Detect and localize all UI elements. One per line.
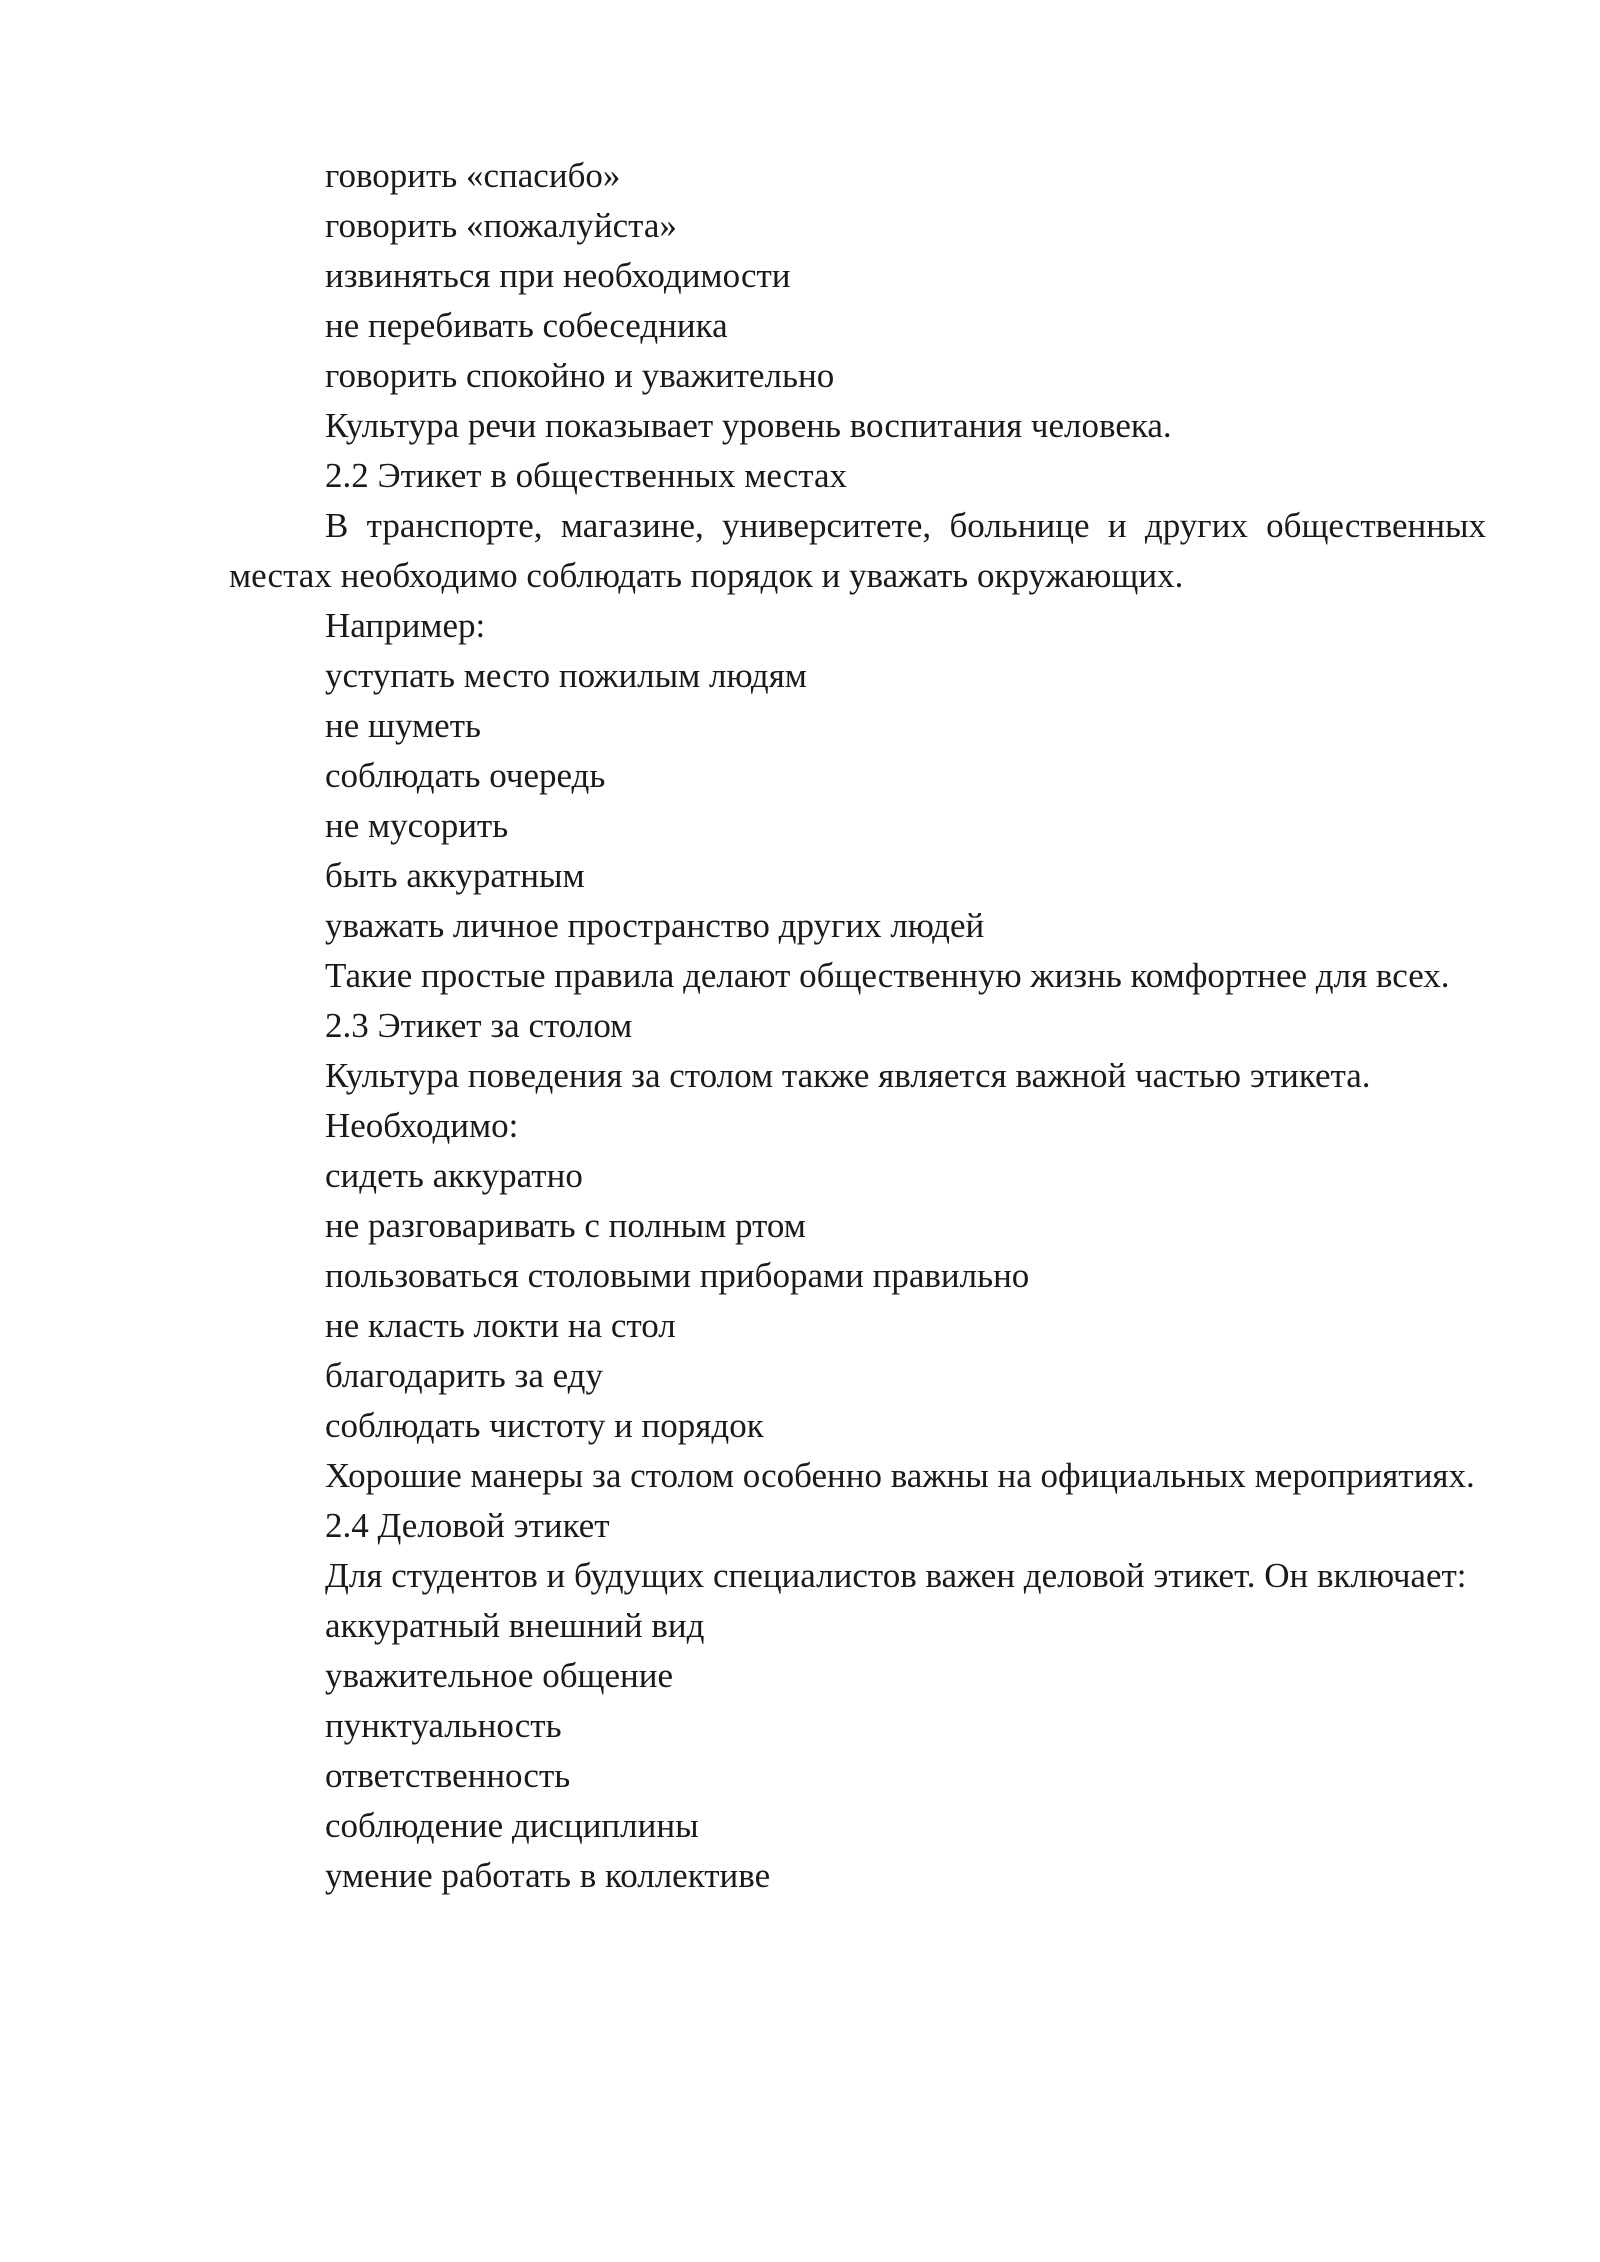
- list-item: не мусорить: [325, 806, 509, 845]
- paragraph-table-manners: Хорошие манеры за столом особенно важны на официальных мероприятиях.: [325, 1456, 1475, 1495]
- list-item: быть аккуратным: [325, 856, 585, 895]
- list-item: уступать место пожилым людям: [325, 656, 807, 695]
- section-heading-2-2: 2.2 Этикет в общественных местах: [325, 456, 848, 495]
- list-item: извиняться при необходимости: [325, 256, 791, 295]
- list-item: соблюдение дисциплины: [325, 1806, 699, 1845]
- list-item: говорить «спасибо»: [325, 156, 621, 195]
- list-item: уважительное общение: [325, 1656, 674, 1695]
- list-item: ответственность: [325, 1756, 571, 1795]
- list-item: не шуметь: [325, 706, 481, 745]
- list-item: не перебивать собеседника: [325, 306, 728, 345]
- paragraph-business-etiquette: Для студентов и будущих специалистов важен деловой этикет. Он включает:: [325, 1556, 1467, 1595]
- list-item: уважать личное пространство других людей: [325, 906, 985, 945]
- paragraph-table-culture: Культура поведения за столом также является важной частью этикета.: [325, 1056, 1371, 1095]
- list-item: пользоваться столовыми приборами правильно: [325, 1256, 1030, 1295]
- section-heading-2-3: 2.3 Этикет за столом: [325, 1006, 633, 1045]
- list-item: аккуратный внешний вид: [325, 1606, 705, 1645]
- paragraph-public-places: В транспорте, магазине, университете, больнице и других общественных местах необходимо соблюдать порядок и уважать окружающих.: [229, 506, 1486, 595]
- paragraph-simple-rules: Такие простые правила делают общественную жизнь комфортнее для всех.: [325, 956, 1450, 995]
- list-item: говорить «пожалуйста»: [325, 206, 677, 245]
- paragraph-necessary-intro: Необходимо:: [325, 1106, 519, 1145]
- list-item: не разговаривать с полным ртом: [325, 1206, 806, 1245]
- list-item: говорить спокойно и уважительно: [325, 356, 835, 395]
- list-item: не класть локти на стол: [325, 1306, 676, 1345]
- list-item: соблюдать чистоту и порядок: [325, 1406, 764, 1445]
- section-heading-2-4: 2.4 Деловой этикет: [325, 1506, 610, 1545]
- list-item: пунктуальность: [325, 1706, 562, 1745]
- paragraph-speech-culture: Культура речи показывает уровень воспитания человека.: [325, 406, 1172, 445]
- list-item: сидеть аккуратно: [325, 1156, 583, 1195]
- page-content: [229, 151, 1486, 1901]
- list-item: соблюдать очередь: [325, 756, 606, 795]
- list-item: благодарить за еду: [325, 1356, 603, 1395]
- paragraph-example-intro: Например:: [325, 606, 486, 645]
- list-item: умение работать в коллективе: [325, 1856, 771, 1895]
